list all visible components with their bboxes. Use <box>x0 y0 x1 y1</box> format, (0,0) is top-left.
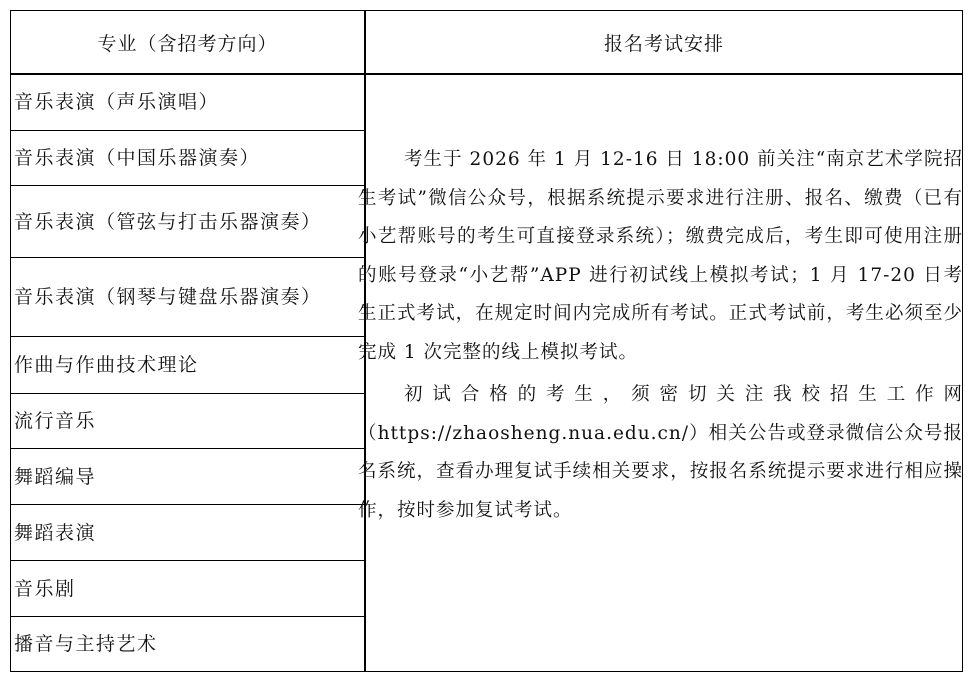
major-name: 作曲与作曲技术理论 <box>14 354 199 376</box>
major-name: 播音与主持艺术 <box>14 633 158 655</box>
major-name: 音乐表演（钢琴与键盘乐器演奏） <box>14 286 322 308</box>
major-row <box>11 131 364 186</box>
arrangement-paragraph: 考生于 2026 年 1 月 12-16 日 18:00 前关注“南京艺术学院招生考试”微信公众号，根据系统提示要求进行注册、报名、缴费（已有小艺帮账号的考生可直接登录系统）；缴费完成后，考生即可使用注册的账号登录“小艺帮”APP 进行初试线上模拟考试；1 月 17-20 日考生正式考试，在规定时间内完成所有考试。正式考试前，考生必须至少完成 1 次完整的线上模拟考试。 <box>358 149 963 363</box>
major-name: 音乐表演（管弦与打击乐器演奏） <box>14 210 322 233</box>
arrangement-paragraph: 初试合格的考生，须密切关注我校招生工作网（https://zhaosheng.nua.edu.cn/）相关公告或登录微信公众号报名系统，查看办理复试手续相关要求，按报名系统提示要求进行相应操作，按时参加复试考试。 <box>358 384 963 521</box>
major-row <box>11 394 364 449</box>
major-name: 舞蹈表演 <box>14 521 97 544</box>
major-row <box>11 561 364 617</box>
major-name: 流行音乐 <box>14 410 97 432</box>
major-row <box>11 617 364 671</box>
major-name: 音乐剧 <box>14 577 76 600</box>
major-row <box>11 258 364 337</box>
header-major: 专业（含招考方向） <box>97 32 278 55</box>
arrangement-text <box>358 141 963 530</box>
major-row <box>11 337 364 394</box>
major-name: 音乐表演（中国乐器演奏） <box>14 147 261 169</box>
major-row <box>11 449 364 505</box>
major-row <box>11 74 364 131</box>
major-row <box>11 186 364 258</box>
major-row <box>11 505 364 561</box>
header-arrangement: 报名考试安排 <box>603 32 724 55</box>
major-name: 舞蹈编导 <box>14 465 97 488</box>
major-name: 音乐表演（声乐演唱） <box>14 91 220 113</box>
schedule-table <box>10 10 963 672</box>
